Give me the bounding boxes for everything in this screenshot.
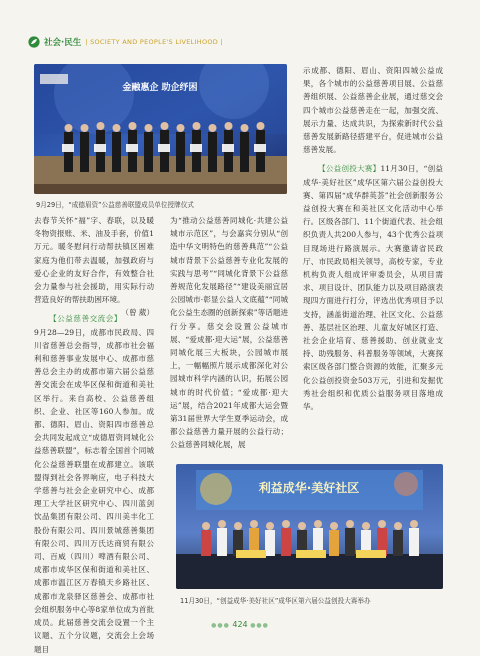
footer-dots-left: ●●● bbox=[211, 622, 230, 629]
section-subtitle: | SOCIETY AND PEOPLE'S LIVELIHOOD | bbox=[85, 38, 223, 46]
section-tag-exchange: 【公益慈善交流会】 bbox=[49, 314, 122, 324]
leaf-logo-icon bbox=[28, 36, 40, 48]
right-paragraph-2: 11月30日，“创益成华·美好社区”成华区第六届公益创投大赛、第四届“成华群英荟”社会创新服务公益创投大赛在和美社区文化活动中心举行。区级各部门、11个街道代表、社会组织负责人共200人参与，43个优秀公益项目现场进行路演展示。大赛邀请省民政厅、市民政局相关领导，高校专家，专业机构负责人组成评审委员会，从项目需求、项目设计、团队能力以及项目路演表现四方面进行打分，评选出优秀项目予以支持，涵盖街道治理、社区文化、公益慈善、基层社区治理、儿童友好城区打造、社会企业培育、慈善援助、创业就业支持、助残服务、科普服务等领域，大赛探索区级各部门整合资源的效能，汇聚多元化公益创投资金503万元，引进和发掘优秀社会组织和优质公益服务项目落地成华。 bbox=[303, 164, 443, 412]
page-header bbox=[28, 36, 223, 48]
competition-photo bbox=[176, 464, 443, 589]
competition-photo-image bbox=[176, 464, 443, 589]
photo2-caption: 11月30日，“创益成华·美好社区”成华区第六届公益创投大赛举办 bbox=[180, 597, 371, 605]
middle-paragraph: 为“推动公益慈善同城化·共建公益城市示范区”，与会嘉宾分别从“创造中华文明特色的慈善典范”“公益城市背景下公益慈善专业化发展的实践与思考”“同城化背景下公益慈善规范化发展路径”“建设美丽宜居公园城市·彰显公益人文底蕴”“同城化公益生态圈的创新探索”等话题进行分享。慈交会设置公益城市展、“爱成都·迎大运”展，公益慈善同城化展三大板块，公园城市展上，一幅幅照片展示成都深化对公园城市科学内涵的认识，拓展公园城市的时代价值；“爱成都·迎大运”展，结合2021年成都大运会暨第31届世界大学生夏季运动会，成都公益慈善力量开展的公益行动；公益慈善同城化展，展 bbox=[170, 216, 288, 450]
right-column bbox=[303, 64, 443, 413]
ceremony-banner-text: 金融惠企 助企纾困 bbox=[122, 83, 198, 93]
ceremony-photo-image bbox=[34, 64, 287, 194]
ceremony-photo bbox=[34, 64, 287, 194]
middle-column bbox=[170, 214, 288, 452]
left-paragraph-2: 9月28—29日，成都市民政局、四川省慈善总会指导，成都市社会福利和慈善事业发展中心、成都市慈善总会主办的成都市第六届公益慈善交流会在成华区保和街道和美社区举行。来自高校、公益慈善组织、企业、社区等160人参加。成都、德阳、眉山、资阳四市慈善总会共同发起成立“成德眉资同城化公益慈善联盟”，标志着全国首个同城化公益慈善联盟在成都建立。该联盟得到社会各界响应，电子科技大学慈善与社会企业研究中心、成都理工大学社区研究中心、四川蓝剑饮品集团有限公司、四川美丰化工股份有限公司、四川景城慈善集团有限公司、四川万氏达商贸有限公司、百威（四川）啤酒有限公司、成都市成华区保和街道和美社区、成都市温江区万春镇天乡路社区、成都市龙泉驿区慈善会、成都市社会组织服务中心等8家单位成为首批成员。此届慈善交流会设置一个主议题、五个分议题，交流会上会场题目 bbox=[34, 327, 154, 654]
left-column bbox=[34, 214, 154, 656]
section-tag-venture: 【公益创投大赛】 bbox=[318, 164, 381, 174]
footer-dots-right: ●●● bbox=[250, 622, 269, 629]
section-title: 社会·民生 bbox=[44, 38, 82, 48]
page-number-footer bbox=[0, 620, 480, 629]
author-signature: （曾 葳） bbox=[121, 308, 154, 318]
right-paragraph-1: 示成都、德阳、眉山、资阳四城公益成果，各个城市的公益慈善项目展、公益慈善组织展、公益慈善企业展，通过慈交会四个城市公益慈善走在一起，加强交流、展示力量、达成共识，为探索新时代公益慈善发展新路径搭建平台，促进城市公益慈善发展。 bbox=[303, 66, 443, 155]
page-number: 424 bbox=[232, 620, 248, 629]
competition-banner-text: 利益成华·美好社区 bbox=[258, 481, 360, 495]
left-paragraph-1: 去春节关怀“福”字、春联，以及暖冬物资报账、米、油及手套，价值1万元。暖冬慰问行动帮扶镇区困难家庭为他们带去温暖，加强政府与爱心企业的友好合作，有效整合社会力量参与社会援助，用实际行动营造良好的帮扶助困环境。 bbox=[34, 216, 154, 305]
photo1-caption: 9月29日，“成德眉资”公益慈善联盟成员单位授牌仪式 bbox=[36, 201, 194, 209]
